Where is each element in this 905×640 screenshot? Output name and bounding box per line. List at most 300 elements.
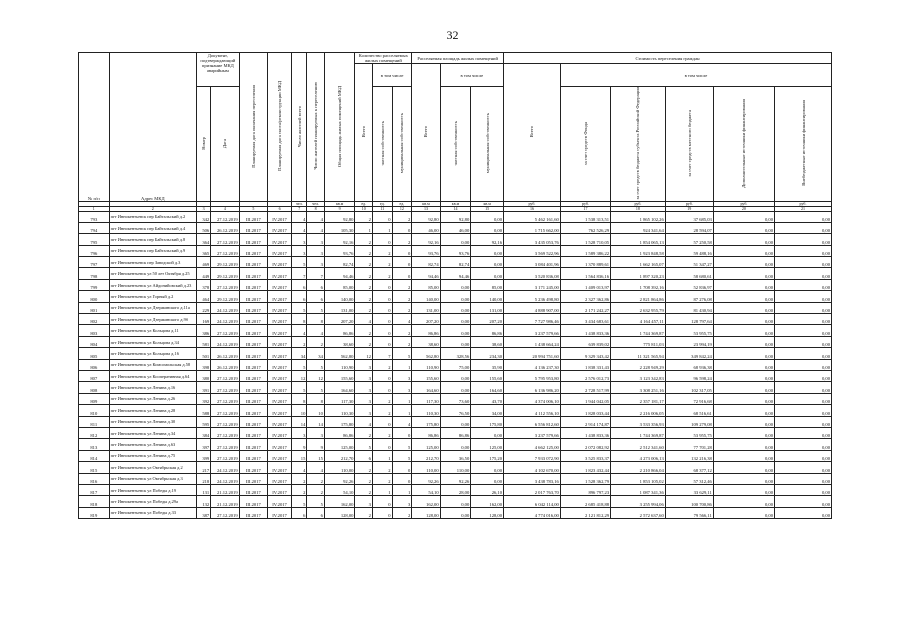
cost-total-cell: 7 727 986,46 xyxy=(504,314,561,325)
table-row xyxy=(79,359,832,370)
rooms-total-cell: 2 xyxy=(355,484,372,495)
rooms-private-cell: 0 xyxy=(372,439,392,450)
rooms-total-cell: 2 xyxy=(355,473,372,484)
total-area-cell: 92,16 xyxy=(324,234,355,245)
table-row xyxy=(79,496,832,507)
rooms-private-cell: 0 xyxy=(372,336,392,347)
area-private-cell: 0,00 xyxy=(440,279,471,290)
cost-total-cell: 3 237 579,66 xyxy=(504,325,561,336)
row-number-cell: 804 xyxy=(79,336,110,347)
total-area-cell: 92,80 xyxy=(324,211,355,222)
area-total-cell: 175,80 xyxy=(412,416,440,427)
area-total-cell: 82,74 xyxy=(412,257,440,268)
cost-extra2-cell: 0,00 xyxy=(775,462,832,473)
rooms-municipal-cell: 1 xyxy=(392,405,412,416)
unit-cell: руб. xyxy=(504,201,561,206)
row-number-cell: 801 xyxy=(79,302,110,313)
cost-total-cell: 6 556 812,60 xyxy=(504,416,561,427)
cost-extra-cell: 0,00 xyxy=(713,336,774,347)
unit-cell: кв.м xyxy=(324,201,355,206)
area-municipal-cell: 125,00 xyxy=(471,439,504,450)
doc-number-cell: 399 xyxy=(197,450,211,461)
cost-total-header: Всего xyxy=(504,64,561,202)
doc-number-cell: 380 xyxy=(197,370,211,381)
cost-extra-cell: 0,00 xyxy=(713,416,774,427)
cost-fund-cell: 2 576 012,73 xyxy=(560,370,610,381)
rooms-total-cell: 2 xyxy=(355,234,372,245)
column-number-cell: 11 xyxy=(372,206,392,211)
rooms-total-cell: 3 xyxy=(355,359,372,370)
unit-cell: ед. xyxy=(355,201,372,206)
doc-date-cell: 27.12.2019 xyxy=(211,393,239,404)
doc-number-cell: 364 xyxy=(197,234,211,245)
cost-local-cell: 23 994,19 xyxy=(665,336,713,347)
cost-subject-cell: 2 821 864,86 xyxy=(611,291,666,302)
planned-relocation-cell: III.2017 xyxy=(239,416,267,427)
doc-date-cell: 26.12.2019 xyxy=(211,222,239,233)
cost-extra-cell: 0,00 xyxy=(713,496,774,507)
address-cell: пгт Иннокентьевск ул Горный д.2 xyxy=(109,291,196,302)
planned-relocation-cell: III.2017 xyxy=(239,473,267,484)
area-total-cell: 562,80 xyxy=(412,348,440,359)
doc-number-cell: 449 xyxy=(197,268,211,279)
area-private-cell: 0,00 xyxy=(440,507,471,518)
planned-demolition-cell: IV.2017 xyxy=(268,416,292,427)
planned-demolition-cell: IV.2017 xyxy=(268,222,292,233)
rooms-municipal-cell: 2 xyxy=(392,211,412,222)
cost-subject-cell: 3 123 342,83 xyxy=(611,370,666,381)
area-private-cell: 0,00 xyxy=(440,291,471,302)
table-row xyxy=(79,348,832,359)
area-municipal-cell: 0,00 xyxy=(471,462,504,473)
doc-number-cell: 581 xyxy=(197,336,211,347)
doc-date-cell: 27.12.2019 xyxy=(211,507,239,518)
doc-number-cell: 392 xyxy=(197,393,211,404)
doc-date-cell: 24.12.2019 xyxy=(211,462,239,473)
planned-relocation-cell: III.2017 xyxy=(239,302,267,313)
rooms-municipal-cell: 4 xyxy=(392,314,412,325)
planned-relocation-cell: III.2017 xyxy=(239,325,267,336)
cost-total-cell: 4 112 556,10 xyxy=(504,405,561,416)
cost-local-cell: 58 680,61 xyxy=(665,268,713,279)
column-number-cell: 4 xyxy=(211,206,239,211)
doc-date-cell: 27.12.2019 xyxy=(211,439,239,450)
address-cell: пгт Иннокентьевск ул Ленина д.28 xyxy=(109,405,196,416)
residents-cell: 4 xyxy=(292,325,307,336)
area-municipal-cell: 175,80 xyxy=(471,416,504,427)
area-total-cell: 117,30 xyxy=(412,393,440,404)
cost-extra-cell: 0,00 xyxy=(713,393,774,404)
table-row xyxy=(79,462,832,473)
doc-date-cell: 24.12.2019 xyxy=(211,314,239,325)
cost-total-cell: 4 374 006,10 xyxy=(504,393,561,404)
area-total-cell: 110,00 xyxy=(412,462,440,473)
area-municipal-cell: 175,20 xyxy=(471,450,504,461)
planned-demolition-cell: IV.2017 xyxy=(268,484,292,495)
rooms-total-cell: 2 xyxy=(355,291,372,302)
col-n-header: № п/п xyxy=(79,53,110,202)
total-area-cell: 125,00 xyxy=(324,439,355,450)
cost-extra2-cell: 0,00 xyxy=(775,439,832,450)
column-number-cell: 7 xyxy=(292,206,307,211)
rooms-municipal-cell: 0 xyxy=(392,473,412,484)
planned-relocation-cell: III.2017 xyxy=(239,234,267,245)
area-private-cell: 36,50 xyxy=(440,450,471,461)
cost-extra-cell: 0,00 xyxy=(713,450,774,461)
rooms-private-cell: 1 xyxy=(372,222,392,233)
residents-planned-cell: 2 xyxy=(307,484,324,495)
table-row xyxy=(79,291,832,302)
row-number-cell: 818 xyxy=(79,496,110,507)
doc-number-cell: 386 xyxy=(197,325,211,336)
unit-cell: кв.м xyxy=(412,201,440,206)
cost-extra2-cell: 0,00 xyxy=(775,359,832,370)
total-area-cell: 110,30 xyxy=(324,405,355,416)
doc-date-cell: 27.12.2019 xyxy=(211,382,239,393)
rooms-municipal-cell: 0 xyxy=(392,257,412,268)
table-row xyxy=(79,257,832,268)
total-area-cell: 82,74 xyxy=(324,257,355,268)
residents-cell: 7 xyxy=(292,268,307,279)
doc-date-cell: 29.12.2019 xyxy=(211,268,239,279)
table-row xyxy=(79,439,832,450)
cost-local-cell: 100 700,86 xyxy=(665,496,713,507)
table-row xyxy=(79,416,832,427)
row-number-cell: 803 xyxy=(79,325,110,336)
unit-cell: ед. xyxy=(372,201,392,206)
cost-subject-cell: 3 308 251,16 xyxy=(611,382,666,393)
rooms-total-cell: 5 xyxy=(355,439,372,450)
cost-total-cell: 5 236 498,80 xyxy=(504,291,561,302)
column-number-cell: 18 xyxy=(611,206,666,211)
row-number-cell: 796 xyxy=(79,245,110,256)
rooms-private-cell: 0 xyxy=(372,496,392,507)
cost-total-cell: 3 435 053,76 xyxy=(504,234,561,245)
doc-number-header: Номер xyxy=(197,87,211,202)
cost-fund-cell: 2 121 812,29 xyxy=(560,507,610,518)
planned-demolition-cell: IV.2017 xyxy=(268,234,292,245)
rooms-municipal-cell: 5 xyxy=(392,450,412,461)
planned-demolition-cell: IV.2017 xyxy=(268,268,292,279)
doc-number-cell: 501 xyxy=(197,348,211,359)
planned-relocation-cell: III.2017 xyxy=(239,439,267,450)
cost-subject-cell: 1 853 105,02 xyxy=(611,473,666,484)
area-total-cell: 128,00 xyxy=(412,507,440,518)
planned-relocation-cell: III.2017 xyxy=(239,507,267,518)
cost-extra2-cell: 0,00 xyxy=(775,507,832,518)
cost-subject-cell: 3 255 994,06 xyxy=(611,496,666,507)
doc-date-cell: 24.12.2019 xyxy=(211,302,239,313)
total-area-cell: 175,80 xyxy=(324,416,355,427)
planned-relocation-cell: III.2017 xyxy=(239,382,267,393)
doc-number-cell: 131 xyxy=(197,484,211,495)
residents-planned-cell: 7 xyxy=(307,268,324,279)
planned-relocation-cell: III.2017 xyxy=(239,245,267,256)
rooms-private-cell: 2 xyxy=(372,405,392,416)
cost-fund-cell: 1 370 889,61 xyxy=(560,257,610,268)
area-municipal-cell: 0,00 xyxy=(471,257,504,268)
area-private-cell: 76,50 xyxy=(440,405,471,416)
area-municipal-cell: 131,00 xyxy=(471,302,504,313)
rooms-private-cell: 2 xyxy=(372,473,392,484)
cost-extra2-cell: 0,00 xyxy=(775,393,832,404)
table-row xyxy=(79,405,832,416)
table-row xyxy=(79,279,832,290)
cost-fund-cell: 1 589 386,22 xyxy=(560,245,610,256)
cost-local-cell: 28 594,07 xyxy=(665,222,713,233)
rooms-group-header: Количество расселяемых жилых помещений xyxy=(355,53,412,64)
area-private-cell: 0,00 xyxy=(440,314,471,325)
doc-number-cell: 365 xyxy=(197,245,211,256)
cost-total-cell: 6 042 114,00 xyxy=(504,496,561,507)
rooms-total-cell: 4 xyxy=(355,314,372,325)
area-total-cell: 86,86 xyxy=(412,325,440,336)
rooms-private-cell: 0 xyxy=(372,314,392,325)
area-private-cell: 73,60 xyxy=(440,393,471,404)
cost-extra-cell: 0,00 xyxy=(713,291,774,302)
unit-cell: руб. xyxy=(713,201,774,206)
column-number-cell: 1 xyxy=(79,206,110,211)
rooms-municipal-cell: 2 xyxy=(392,279,412,290)
area-private-cell: 46,00 xyxy=(440,222,471,233)
area-private-cell: 93,76 xyxy=(440,245,471,256)
area-private-cell: 0,00 xyxy=(440,336,471,347)
doc-date-cell: 21.12.2019 xyxy=(211,484,239,495)
column-number-cell: 5 xyxy=(239,206,267,211)
address-cell: пгт Иннокентьевск ул 50 лет Октября д.25 xyxy=(109,268,196,279)
cost-extra2-cell: 0,00 xyxy=(775,450,832,461)
doc-number-cell: 169 xyxy=(197,314,211,325)
cost-subject-cell: 2 210 866,04 xyxy=(611,462,666,473)
table-row xyxy=(79,222,832,233)
cost-fund-cell: 9 329 343,42 xyxy=(560,348,610,359)
residents-planned-cell: 2 xyxy=(307,336,324,347)
planned-relocation-cell: III.2017 xyxy=(239,393,267,404)
doc-number-cell: 132 xyxy=(197,496,211,507)
cost-local-header: за счет средств местного бюджета xyxy=(665,87,713,202)
planned-demolition-cell: IV.2017 xyxy=(268,370,292,381)
address-cell: пгт Иннокентьевск ул Октябрьская д.3 xyxy=(109,473,196,484)
doc-number-cell: 588 xyxy=(197,405,211,416)
total-area-cell: 110,00 xyxy=(324,462,355,473)
rooms-total-cell: 2 xyxy=(355,302,372,313)
doc-number-cell: 391 xyxy=(197,382,211,393)
area-private-cell: 92,80 xyxy=(440,211,471,222)
residents-planned-cell: 5 xyxy=(307,359,324,370)
cost-extra2-cell: 0,00 xyxy=(775,211,832,222)
residents-cell: 2 xyxy=(292,484,307,495)
cost-extra-cell: 0,00 xyxy=(713,370,774,381)
cost-local-cell: 81 430,94 xyxy=(665,302,713,313)
residents-cell: 6 xyxy=(292,279,307,290)
area-total-cell: 86,86 xyxy=(412,427,440,438)
row-number-cell: 819 xyxy=(79,507,110,518)
area-total-cell: 155,60 xyxy=(412,370,440,381)
rooms-private-cell: 7 xyxy=(372,348,392,359)
row-number-cell: 797 xyxy=(79,257,110,268)
rooms-private-cell: 0 xyxy=(372,291,392,302)
residents-cell: 3 xyxy=(292,245,307,256)
rooms-total-cell: 6 xyxy=(355,450,372,461)
cost-local-cell: 87 276,08 xyxy=(665,291,713,302)
area-total-cell: 125,00 xyxy=(412,439,440,450)
rooms-private-cell: 2 xyxy=(372,268,392,279)
row-number-cell: 816 xyxy=(79,473,110,484)
residents-planned-cell: 4 xyxy=(307,211,324,222)
cost-local-cell: 96 598,24 xyxy=(665,370,713,381)
area-municipal-cell: 92,16 xyxy=(471,234,504,245)
cost-local-cell: 51 347,27 xyxy=(665,257,713,268)
rooms-private-cell: 0 xyxy=(372,211,392,222)
residents-cell: 14 xyxy=(292,416,307,427)
doc-date-cell: 27.12.2019 xyxy=(211,405,239,416)
cost-extra2-header: Внебюджетные источники финансирования xyxy=(775,87,832,202)
cost-fund-cell: 1 823 432,44 xyxy=(560,462,610,473)
planned-relocation-cell: III.2017 xyxy=(239,222,267,233)
address-cell: пгт Иннокентьевск ул Победы д.19 xyxy=(109,484,196,495)
doc-date-cell: 21.12.2019 xyxy=(211,496,239,507)
residents-planned-cell: 15 xyxy=(307,450,324,461)
cost-group-header: Стоимость переселения граждан xyxy=(504,53,832,64)
rooms-private-cell: 0 xyxy=(372,279,392,290)
area-municipal-cell: 86,86 xyxy=(471,325,504,336)
cost-subject-cell: 11 321 565,94 xyxy=(611,348,666,359)
address-cell: пгт Иннокентьевск ул Дзержинского д.9б xyxy=(109,314,196,325)
total-area-cell: 155,60 xyxy=(324,370,355,381)
cost-extra2-cell: 0,00 xyxy=(775,222,832,233)
cost-fund-cell: 1 828 033,44 xyxy=(560,405,610,416)
residents-cell: 3 xyxy=(292,234,307,245)
doc-date-cell: 27.12.2019 xyxy=(211,234,239,245)
area-total-header: Всего xyxy=(412,64,440,202)
total-area-cell: 164,60 xyxy=(324,382,355,393)
row-number-cell: 809 xyxy=(79,393,110,404)
planned-demolition-cell: IV.2017 xyxy=(268,450,292,461)
address-cell: пгт Иннокентьевск ул Кооперативная д.64 xyxy=(109,370,196,381)
planned-relocation-cell: III.2017 xyxy=(239,462,267,473)
area-total-cell: 85,00 xyxy=(412,279,440,290)
doc-date-cell: 27.12.2019 xyxy=(211,450,239,461)
residents-cell: 4 xyxy=(292,222,307,233)
column-number-cell: 3 xyxy=(197,206,211,211)
rooms-total-cell: 2 xyxy=(355,268,372,279)
cost-fund-cell: 3 434 683,61 xyxy=(560,314,610,325)
cost-extra-cell: 0,00 xyxy=(713,439,774,450)
planned-demolition-cell: IV.2017 xyxy=(268,473,292,484)
doc-date-cell: 27.12.2019 xyxy=(211,370,239,381)
row-number-cell: 812 xyxy=(79,427,110,438)
cost-extra2-cell: 0,00 xyxy=(775,336,832,347)
cost-subject-cell: 1 708 392,16 xyxy=(611,279,666,290)
rooms-municipal-cell: 3 xyxy=(392,370,412,381)
cost-extra-cell: 0,00 xyxy=(713,382,774,393)
area-municipal-cell: 85,00 xyxy=(471,279,504,290)
rooms-total-cell: 3 xyxy=(355,496,372,507)
cost-extra2-cell: 0,00 xyxy=(775,314,832,325)
planned-relocation-cell: III.2017 xyxy=(239,359,267,370)
address-cell: пгт Иннокентьевск ул Кольцова д.34 xyxy=(109,336,196,347)
rooms-municipal-cell: 1 xyxy=(392,393,412,404)
area-total-cell: 110,30 xyxy=(412,405,440,416)
planned-demolition-cell: IV.2017 xyxy=(268,314,292,325)
unit-cell: кв.м xyxy=(471,201,504,206)
cost-total-cell: 4 774 016,00 xyxy=(504,507,561,518)
rooms-municipal-cell: 2 xyxy=(392,507,412,518)
area-municipal-cell: 207,20 xyxy=(471,314,504,325)
doc-number-cell: 595 xyxy=(197,416,211,427)
doc-number-cell: 464 xyxy=(197,291,211,302)
cost-total-cell: 4 888 907,00 xyxy=(504,302,561,313)
residents-planned-cell: 5 xyxy=(307,382,324,393)
cost-subject-cell: 3 533 356,93 xyxy=(611,416,666,427)
cost-extra-cell: 0,00 xyxy=(713,405,774,416)
table-row xyxy=(79,336,832,347)
cost-extra-cell: 0,00 xyxy=(713,348,774,359)
rooms-total-cell: 2 xyxy=(355,257,372,268)
planned-demolition-cell: IV.2017 xyxy=(268,462,292,473)
row-number-cell: 802 xyxy=(79,314,110,325)
planned-relocation-cell: III.2017 xyxy=(239,405,267,416)
doc-number-cell: 378 xyxy=(197,279,211,290)
residents-cell: 5 xyxy=(292,257,307,268)
residents-planned-cell: 34 xyxy=(307,348,324,359)
cost-extra2-cell: 0,00 xyxy=(775,268,832,279)
address-cell: пгт Иннокентьевск ул Кольцова д.11 xyxy=(109,325,196,336)
area-total-cell: 164,60 xyxy=(412,382,440,393)
cost-extra-cell: 0,00 xyxy=(713,507,774,518)
cost-fund-cell: 1 538 313,51 xyxy=(560,211,610,222)
address-cell: пгт Иннокентьевск ул Ленина д.16 xyxy=(109,382,196,393)
total-area-cell: 85,00 xyxy=(324,279,355,290)
planned-demolition-cell: IV.2017 xyxy=(268,291,292,302)
planned-demolition-cell: IV.2017 xyxy=(268,336,292,347)
planned-demolition-cell: IV.2017 xyxy=(268,325,292,336)
total-area-cell: 94,46 xyxy=(324,268,355,279)
doc-date-cell: 24.12.2019 xyxy=(211,336,239,347)
cost-extra2-cell: 0,00 xyxy=(775,484,832,495)
rooms-municipal-cell: 3 xyxy=(392,496,412,507)
doc-date-cell: 29.12.2019 xyxy=(211,257,239,268)
rooms-municipal-cell: 5 xyxy=(392,348,412,359)
planned-demolition-cell: IV.2017 xyxy=(268,427,292,438)
column-number-cell: 16 xyxy=(504,206,561,211)
table-row xyxy=(79,314,832,325)
col-addr-header: Адрес МКД xyxy=(109,53,196,202)
cost-local-cell: 128 797,64 xyxy=(665,314,713,325)
residents-planned-cell: 2 xyxy=(307,473,324,484)
column-number-cell: 8 xyxy=(307,206,324,211)
planned-demolition-cell: IV.2017 xyxy=(268,496,292,507)
cost-fund-cell: 1 838 331,43 xyxy=(560,359,610,370)
table-row xyxy=(79,484,832,495)
row-number-cell: 807 xyxy=(79,370,110,381)
rooms-private-cell: 2 xyxy=(372,245,392,256)
table-body xyxy=(79,211,832,519)
row-number-cell: 808 xyxy=(79,382,110,393)
cost-fund-cell: 1 944 042,05 xyxy=(560,393,610,404)
residents-planned-cell: 4 xyxy=(307,325,324,336)
doc-number-cell: 397 xyxy=(197,439,211,450)
unit-cell: руб. xyxy=(665,201,713,206)
area-private-cell: 28,00 xyxy=(440,484,471,495)
rooms-municipal-cell: 0 xyxy=(392,268,412,279)
area-total-cell: 110,90 xyxy=(412,359,440,370)
cost-total-cell: 1 438 664,24 xyxy=(504,336,561,347)
rooms-private-cell: 1 xyxy=(372,484,392,495)
total-area-cell: 131,00 xyxy=(324,302,355,313)
total-area-cell: 212,70 xyxy=(324,450,355,461)
column-number-cell: 9 xyxy=(324,206,355,211)
